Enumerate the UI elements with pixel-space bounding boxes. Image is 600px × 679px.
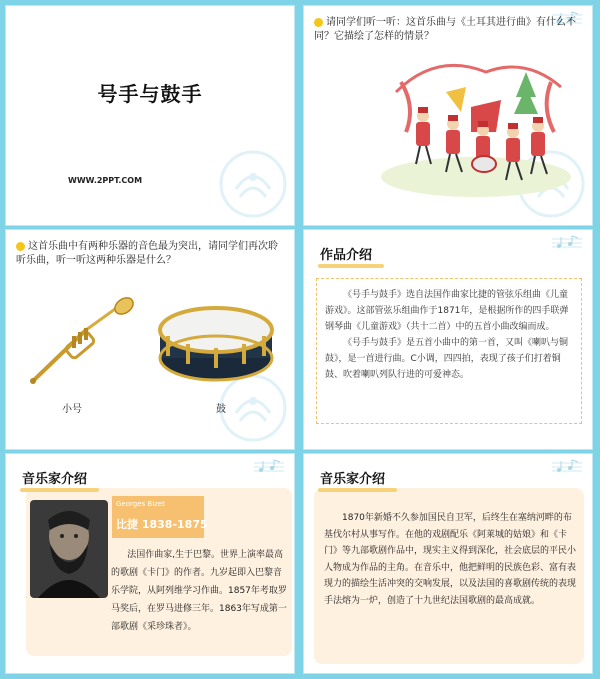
slide-cover[interactable] <box>5 5 295 226</box>
question-text: 这首乐曲中有两种乐器的音色最为突出，请同学们再次聆听乐曲，听一听这两种乐器是什么？ <box>16 241 278 266</box>
drum-label: 鼓 <box>216 404 226 415</box>
intro-paragraph: 《号手与鼓手》是五首小曲中的第一首，又叫《喇叭与铜鼓》，是一首进行曲。C小调，四四拍，表现了孩子们打着铜鼓、吹着喇叭列队行进的可爱神态。 <box>325 338 569 380</box>
composer-name-en: Georges Bizet <box>116 500 165 508</box>
music-notes-icon <box>550 234 584 250</box>
cover-title: 号手与鼓手 <box>97 82 203 106</box>
bullet-icon <box>16 242 25 251</box>
music-notes-icon <box>550 458 584 474</box>
slide-composer-intro-2[interactable] <box>303 453 593 674</box>
logo-watermark-icon <box>218 149 288 219</box>
section-title: 作品介绍 <box>318 244 376 265</box>
section-title: 音乐家介绍 <box>318 468 389 489</box>
slide-work-intro[interactable] <box>303 229 593 450</box>
trumpet-label: 小号 <box>62 404 82 415</box>
drum-icon <box>156 300 276 385</box>
cover-url: WWW.2PPT.COM <box>68 176 143 185</box>
section-title: 音乐家介绍 <box>20 468 91 489</box>
slide-composer-intro[interactable] <box>5 453 295 674</box>
composer-bio: 1870年新婚不久参加国民自卫军，后终生在塞纳河畔的布基伐尔村从事写作。在他的戏剧配乐《阿莱城的姑娘》和《卡门》等九部歌剧作品中，现实主义得到深化，社会底层的平民小人物成为作品的主角。在音乐中，他把鲜明的民族色彩、富有表现力的描绘生活冲突的交响发展，以及法国的喜歌剧传统的表现手法熔为一炉，创造了十九世纪法国歌剧的最高成就。 <box>324 513 577 606</box>
parade-illustration <box>376 52 576 200</box>
composer-bio: 法国作曲家,生于巴黎。世界上演率最高的歌剧《卡门》的作者。九岁起即入巴黎音乐学院，从阿列维学习作曲。1857年考取罗马奖后，在罗马进修三年。1863年写成第一部歌剧《采珍珠者》。 <box>111 550 287 632</box>
bullet-icon <box>314 18 323 27</box>
trumpet-icon <box>26 296 136 386</box>
composer-portrait <box>30 500 108 598</box>
music-notes-icon <box>252 458 286 474</box>
question-text: 请同学们听一听：这首乐曲与《土耳其进行曲》有什么不同？它描绘了怎样的情景？ <box>314 17 576 42</box>
intro-text-box <box>316 278 582 424</box>
intro-paragraph: 《号手与鼓手》选自法国作曲家比捷的管弦乐组曲《儿童游戏》。这部管弦乐组曲作于1871年，是根据所作的四手联弹钢琴曲《儿童游戏》（共十二首）中的五首小曲改编而成。 <box>325 290 569 332</box>
slide-instruments[interactable] <box>5 229 295 450</box>
composer-name-cn: 比捷 1838-1875 <box>116 518 208 531</box>
slide-listening-question[interactable] <box>303 5 593 226</box>
